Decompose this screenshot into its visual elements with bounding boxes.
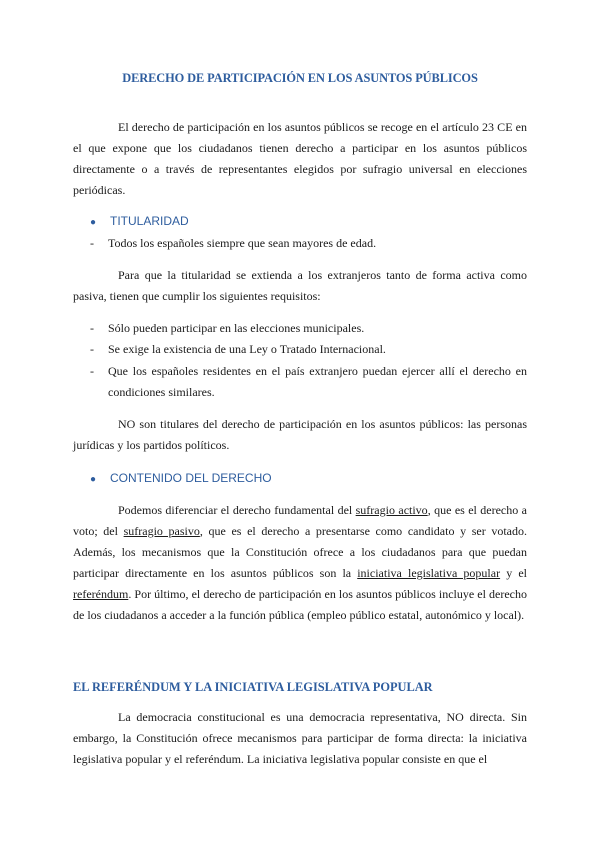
text-run: Podemos diferenciar el derecho fundamental del	[118, 503, 356, 517]
dash-icon: -	[90, 364, 94, 378]
dash-icon: -	[90, 321, 94, 335]
page-title: DERECHO DE PARTICIPACIÓN EN LOS ASUNTOS PÚBLICOS	[122, 71, 478, 85]
dash-icon: -	[90, 236, 94, 250]
text-run: , que es el derecho a voto; del	[73, 503, 527, 538]
bullet-icon: ●	[90, 217, 97, 228]
list-item-text: Que los españoles residentes en el país extranjero puedan ejercer allí el derecho en condiciones similares.	[108, 364, 527, 399]
underlined-term: referéndum	[73, 587, 129, 601]
text-run: . Por último, el derecho de participación en los asuntos públicos incluye el derecho de los ciudadanos a acceder a la función pública (empleo público estatal, autonómico y local).	[73, 587, 527, 622]
underlined-term: sufragio activo	[355, 503, 428, 517]
dash-icon: -	[90, 342, 94, 356]
list-item	[90, 361, 527, 403]
contenido-paragraph	[73, 500, 527, 626]
section-heading: EL REFERÉNDUM Y LA INICIATIVA LEGISLATIVA POPULAR	[73, 680, 433, 694]
text-run: , que es el derecho a presentarse como candidato y ser votado. Además, los mecanismos que la Constitución ofrece a los ciudadanos para que puedan participar directamente en los asuntos públicos son la	[73, 524, 527, 580]
titularidad-heading	[90, 213, 189, 231]
text-run: y el	[500, 566, 527, 580]
list-item-text: Se exige la existencia de una Ley o Tratado Internacional.	[108, 342, 386, 356]
intro-paragraph: El derecho de participación en los asuntos públicos se recoge en el artículo 23 CE en el que expone que los ciudadanos tienen derecho a participar en los asuntos públicos directamente o a través de representantes elegidos por sufragio universal en elecciones periódicas.	[73, 120, 527, 197]
underlined-term: sufragio pasivo	[123, 524, 200, 538]
titularidad-heading-text: TITULARIDAD	[110, 214, 189, 228]
list-item	[90, 233, 527, 254]
list-item-text: Sólo pueden participar en las elecciones municipales.	[108, 321, 365, 335]
contenido-heading-text: CONTENIDO DEL DERECHO	[110, 471, 272, 485]
list-item	[90, 339, 527, 360]
contenido-heading	[90, 470, 272, 488]
no-titulares-paragraph: NO son titulares del derecho de participación en los asuntos públicos: las personas jurídicas y los partidos políticos.	[73, 417, 527, 452]
extranjeros-paragraph: Para que la titularidad se extienda a los extranjeros tanto de forma activa como pasiva, tienen que cumplir los siguientes requisitos:	[73, 268, 527, 303]
underlined-term: iniciativa legislativa popular	[357, 566, 501, 580]
bullet-icon: ●	[90, 474, 97, 485]
list-item-text: Todos los españoles siempre que sean mayores de edad.	[108, 236, 377, 250]
list-item	[90, 318, 527, 339]
section-paragraph: La democracia constitucional es una democracia representativa, NO directa. Sin embargo, la Constitución ofrece mecanismos para participar de forma directa: la iniciativa legislativa popular y el referéndum. La iniciativa legislativa popular consiste en que el	[73, 710, 527, 766]
